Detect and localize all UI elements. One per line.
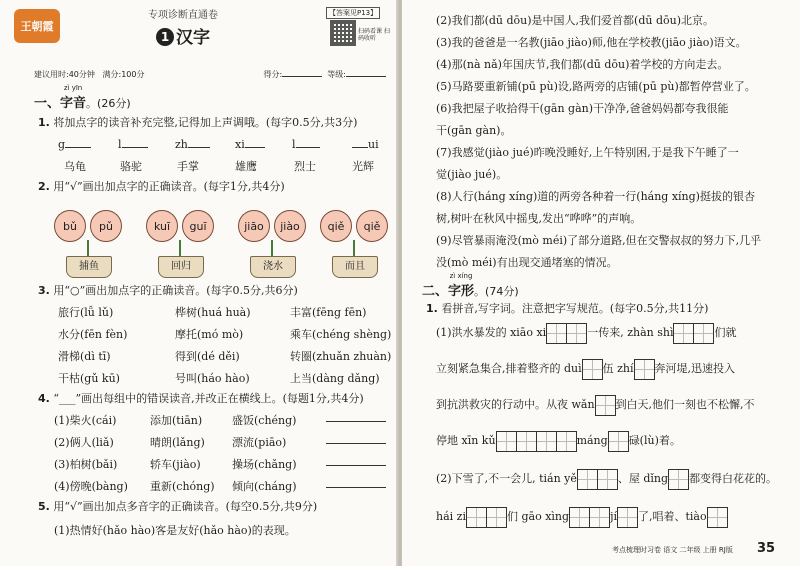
q1-prefix: l [292, 138, 296, 151]
question-5-text: 用“√”画出加点多音字的正确读音。(每空0.5分,共9分) [53, 500, 318, 513]
q3-cell[interactable]: 干枯(gǔ kū) [58, 372, 120, 385]
fill-text: 伍 zhí [602, 362, 634, 375]
page-header [70, 6, 296, 48]
section-two-ruby [448, 272, 475, 299]
section-two-number: 二、 [422, 284, 449, 299]
section-two-char2: 形 [461, 284, 475, 299]
pinyin-option[interactable]: guī [182, 210, 214, 242]
q4-cell[interactable]: 漂流(piāo) [232, 436, 287, 449]
q5-line[interactable]: (6)我把屋子收拾得干(gān gàn)干净净,爸爸妈妈都夸我很能 [436, 102, 729, 115]
left-page [0, 0, 398, 566]
section-two-title [422, 272, 519, 299]
q1-word-3: 手掌 [177, 160, 199, 173]
q1-item-3 [175, 138, 210, 151]
fill-text: jí [610, 510, 617, 523]
q3-cell[interactable]: 号叫(háo hào) [175, 372, 250, 385]
fill-text: 们就 [714, 326, 737, 339]
char-box[interactable] [707, 507, 728, 528]
q4-answer-line[interactable] [326, 412, 386, 425]
char-box[interactable] [668, 469, 689, 490]
q3-cell[interactable]: 上当(dàng dǎng) [290, 372, 380, 385]
q5-line[interactable]: (5)马路要重新铺(pū pù)设,路两旁的店铺(pū pù)都暂停营业了。 [436, 80, 756, 93]
fill-text: 到白天,他们一刻也不松懈,不 [615, 398, 755, 411]
q1-blank[interactable] [245, 147, 265, 148]
section-two-question-1 [426, 302, 792, 316]
char-box[interactable] [496, 431, 517, 452]
section-one-score: 。(26分) [86, 97, 131, 110]
question-3 [38, 284, 394, 298]
question-3-text: 用“○”画出加点字的正确读音。(每字0.5分,共6分) [53, 284, 298, 297]
char-box[interactable] [516, 431, 537, 452]
flower-pot-word: 而且 [332, 256, 378, 278]
q4-cell[interactable]: 添加(tiān) [150, 414, 203, 427]
q5-line[interactable]: (9)尽管暴雨淹没(mò méi)了部分道路,但在交警叔叔的努力下,几乎 [436, 234, 762, 247]
pinyin-option[interactable]: bǔ [54, 210, 86, 242]
q3-cell[interactable]: 桦树(huá huà) [175, 306, 251, 319]
flower-pot-2 [144, 200, 216, 280]
char-box[interactable] [634, 359, 655, 380]
section-one-char2: 音 [73, 96, 87, 111]
fill-line-1 [436, 322, 786, 344]
q4-cell[interactable]: (4)傍晚(bàng) [54, 480, 128, 493]
q1-item-4 [235, 138, 265, 151]
question-3-number: 3. [38, 284, 50, 297]
brand-logo: 王朝霞 [14, 9, 60, 43]
flower-pot-word: 回归 [158, 256, 204, 278]
fill-text: (1)洪水暴发的 xiāo xi [436, 326, 547, 339]
section-one-ruby [60, 84, 87, 111]
fill-text: máng [576, 434, 608, 447]
question-1 [38, 116, 394, 130]
section-one-pinyin: zì yīn [63, 84, 83, 92]
question-4 [38, 392, 394, 406]
q3-cell[interactable]: 水分(fēn fèn) [58, 328, 128, 341]
fill-line-6 [436, 506, 786, 528]
q4-answer-line[interactable] [326, 478, 386, 491]
q1-word-1: 乌龟 [64, 160, 86, 173]
flower-pot-1 [52, 200, 124, 280]
pinyin-option[interactable]: kuī [146, 210, 178, 242]
flower-pot-4 [318, 200, 390, 280]
char-box[interactable] [546, 323, 567, 344]
q5-line[interactable]: (8)人行(háng xíng)道的两旁各种着一行(háng xíng)挺拔的银杏 [436, 190, 755, 203]
q5-line[interactable]: (3)我的爸爸是一名教(jiāo jiào)师,他在学校教(jiāo jiào)语文。 [436, 36, 747, 49]
char-box[interactable] [608, 431, 629, 452]
q3-cell[interactable]: 滑梯(dì tī) [58, 350, 111, 363]
fill-text: 奔河堤,迅速投入 [654, 362, 736, 375]
char-box[interactable] [466, 507, 487, 528]
q5-line-1[interactable]: (1)热情好(hǎo hào)客是友好(hǎo hào)的表现。 [54, 524, 296, 537]
section-two-q1-number: 1. [426, 302, 438, 315]
q1-item-5 [292, 138, 320, 151]
char-box[interactable] [595, 395, 616, 416]
q1-blank[interactable] [122, 147, 148, 148]
char-box[interactable] [693, 323, 714, 344]
pinyin-option[interactable]: qiě [320, 210, 352, 242]
question-4-text: “___”画出每组中的错误读音,并改正在横线上。(每题1分,共4分) [53, 392, 364, 405]
q4-cell[interactable]: 倾向(cháng) [232, 480, 297, 493]
total-score: 满分:100分 [102, 70, 145, 79]
q1-prefix: l [118, 138, 122, 151]
q1-blank[interactable] [65, 147, 91, 148]
pinyin-option[interactable]: jiāo [238, 210, 270, 242]
section-one-number: 一、 [34, 96, 61, 111]
q3-cell[interactable]: 摩托(mó mò) [175, 328, 244, 341]
question-1-number: 1. [38, 116, 50, 129]
fill-line-2 [436, 358, 786, 380]
unit-number-badge: 1 [156, 28, 174, 46]
q5-line[interactable]: 干(gān gàn)。 [436, 124, 512, 137]
flower-pot-word: 浇水 [250, 256, 296, 278]
char-box[interactable] [617, 507, 638, 528]
exam-info-row [34, 69, 396, 80]
q1-blank[interactable] [352, 147, 368, 148]
q3-cell[interactable]: 转圈(zhuǎn zhuàn) [290, 350, 392, 363]
question-5 [38, 500, 394, 514]
fill-text: 立刻紧急集合,排着整齐的 duì [436, 362, 582, 375]
qr-code-icon[interactable] [330, 20, 356, 46]
q1-blank[interactable] [188, 147, 210, 148]
char-box[interactable] [673, 323, 694, 344]
q3-cell[interactable]: 丰富(fēng fēn) [290, 306, 367, 319]
q5-line[interactable]: 觉(jiào jué)。 [436, 168, 508, 181]
fill-text: 碌(lù)着。 [628, 434, 681, 447]
answer-reference: 【答案见P13】 [326, 7, 380, 19]
q1-item-2 [118, 138, 148, 151]
q5-line: 树,树叶在秋风中摇曳,发出“哗哗”的声响。 [436, 212, 642, 225]
char-box[interactable] [597, 469, 618, 490]
pinyin-option[interactable]: qiě [356, 210, 388, 242]
q1-prefix: g [58, 138, 66, 151]
fill-text: 了,唱着、tiào [638, 510, 707, 523]
q4-answer-line[interactable] [326, 456, 386, 469]
pinyin-option[interactable]: pǔ [90, 210, 122, 242]
section-two-char1: 字 [448, 284, 462, 299]
header-subtitle: 专项诊断直通卷 [148, 10, 218, 21]
q4-cell[interactable]: 操场(chǎng) [232, 458, 297, 471]
fill-text: 到抗洪救灾的行动中。从夜 wǎn [436, 398, 595, 411]
q1-word-6: 光辉 [352, 160, 374, 173]
fill-text: 停地 xīn kǔ [436, 434, 496, 447]
flower-stem [271, 240, 273, 256]
fill-line-5 [436, 468, 786, 490]
suggested-time: 建议用时:40分钟 [34, 70, 95, 79]
q5-line[interactable]: (7)我感觉(jiào jué)昨晚没睡好,上午特别困,于是我下午睡了一 [436, 146, 739, 159]
page-title-text: 汉字 [176, 28, 210, 48]
char-box[interactable] [556, 431, 577, 452]
q1-item-1 [58, 138, 91, 151]
question-2 [38, 180, 394, 194]
score-label: 得分: [263, 70, 283, 79]
section-one-char1: 字 [60, 96, 74, 111]
char-box[interactable] [566, 323, 587, 344]
q1-word-5: 烈士 [294, 160, 316, 173]
fill-text: 、屋 dǐng [617, 472, 669, 485]
char-box[interactable] [589, 507, 610, 528]
q3-cell[interactable]: 旅行(lǚ lǔ) [58, 306, 114, 319]
q5-line[interactable]: (2)我们都(dū dōu)是中国人,我们爱首都(dū dōu)北京。 [436, 14, 714, 27]
flower-stem [353, 240, 355, 256]
q3-cell[interactable]: 乘车(chéng shèng) [290, 328, 392, 341]
q3-cell[interactable]: 得到(dé děi) [175, 350, 240, 363]
qr-label: 扫码看课 扫码收听 [358, 28, 390, 42]
question-1-text: 将加点字的读音补充完整,记得加上声调哦。(每字0.5分,共3分) [53, 116, 358, 129]
q4-cell[interactable]: 晴朗(lǎng) [150, 436, 205, 449]
q4-cell[interactable]: (3)柏树(bǎi) [54, 458, 118, 471]
question-5-number: 5. [38, 500, 50, 513]
section-two-score: 。(74分) [474, 285, 519, 298]
score-field[interactable] [282, 76, 322, 77]
char-box[interactable] [536, 431, 557, 452]
q1-item-6 [352, 138, 379, 151]
char-box[interactable] [486, 507, 507, 528]
q4-answer-line[interactable] [326, 434, 386, 447]
q4-cell[interactable]: (1)柴火(cái) [54, 414, 117, 427]
page-footer: 考点梳理时习卷 语文 二年级 上册 RJ版 [612, 546, 733, 554]
section-two-pinyin: zì xíng [449, 272, 473, 280]
char-box[interactable] [582, 359, 603, 380]
q1-prefix: zh [175, 138, 188, 151]
char-box[interactable] [577, 469, 598, 490]
section-two-q1-text: 看拼音,写字词。注意把字写规范。(每字0.5分,共11分) [441, 302, 709, 315]
q5-line[interactable]: (4)那(nà nǎ)年国庆节,我们都(dū dōu)着学校的方向走去。 [436, 58, 729, 71]
flower-pot-word: 捕鱼 [66, 256, 112, 278]
page-number: 35 [757, 541, 776, 556]
question-2-number: 2. [38, 180, 50, 193]
q5-line[interactable]: 没(mò méi)有出现交通堵塞的情况。 [436, 256, 618, 269]
fill-line-3 [436, 394, 786, 416]
fill-text: (2)下雪了,不一会儿, tián yě [436, 472, 577, 485]
q1-prefix: ui [368, 138, 379, 151]
fill-text: 都变得白花花的。 [689, 472, 778, 485]
fill-line-4 [436, 430, 786, 452]
right-page [402, 0, 800, 566]
page-title [70, 23, 296, 48]
char-box[interactable] [569, 507, 590, 528]
q1-blank[interactable] [296, 147, 320, 148]
q1-word-2: 骆驼 [120, 160, 142, 173]
flower-stem [87, 240, 89, 256]
grade-label: 等级: [327, 70, 346, 79]
q1-prefix: xi [235, 138, 245, 151]
section-one-title [34, 84, 131, 111]
q4-cell[interactable]: 轿车(jiào) [150, 458, 201, 471]
pinyin-option[interactable]: jiào [274, 210, 306, 242]
fill-text: hái zi [436, 510, 466, 523]
q4-cell[interactable]: (2)俩人(liǎ) [54, 436, 114, 449]
q1-word-4: 雄鹰 [235, 160, 257, 173]
grade-field[interactable] [346, 76, 386, 77]
q4-cell[interactable]: 重新(chóng) [150, 480, 215, 493]
question-2-text: 用“√”画出加点字的正确读音。(每字1分,共4分) [53, 180, 285, 193]
flower-pot-3 [236, 200, 308, 280]
q4-cell[interactable]: 盛饭(chéng) [232, 414, 297, 427]
fill-text: 们 gāo xìng [506, 510, 570, 523]
flower-stem [179, 240, 181, 256]
fill-text: 一传来, zhàn shì [587, 326, 674, 339]
question-4-number: 4. [38, 392, 50, 405]
